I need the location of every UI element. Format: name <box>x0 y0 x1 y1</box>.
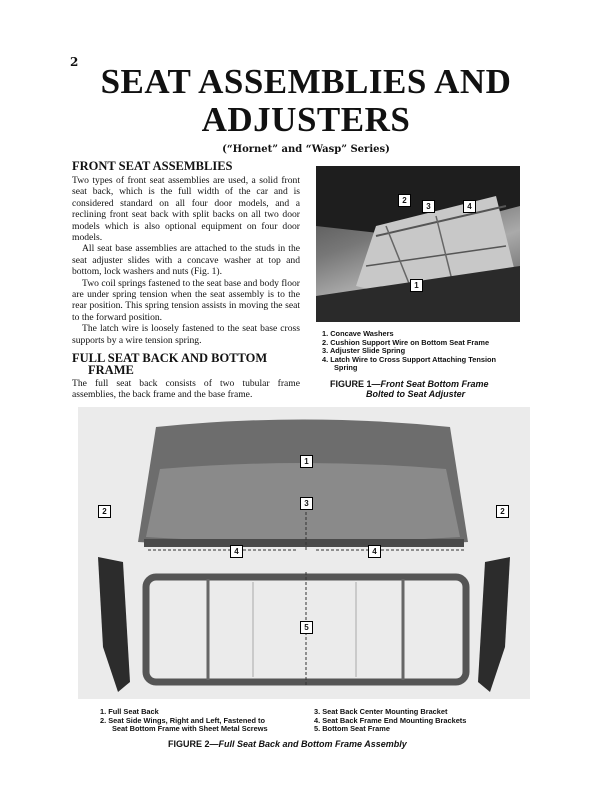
legend-item: 3. Adjuster Slide Spring <box>322 346 406 356</box>
paragraph: The latch wire is loosely fastened to the seat base cross supports by a wire tension spring. <box>72 323 300 346</box>
figure-2-caption-text: Full Seat Back and Bottom Frame Assembly <box>218 739 407 749</box>
figure-2-callout: 3 <box>300 497 313 510</box>
page-subtitle: (“Hornet” and “Wasp” Series) <box>222 144 390 155</box>
figure-2-illustration <box>78 407 530 699</box>
figure-1-caption-label: FIGURE 1— <box>330 379 381 389</box>
legend-item: 2. Seat Side Wings, Right and Left, Fastened to <box>100 715 266 725</box>
figure-2-photo <box>78 407 530 699</box>
legend-item: Spring <box>334 363 358 373</box>
page-title-line-2: ADJUSTERS <box>201 100 411 139</box>
page-number: 2 <box>70 55 79 69</box>
legend-item: 1. Full Seat Back <box>100 707 159 716</box>
figure-2-caption-label: FIGURE 2— <box>168 739 219 749</box>
legend-item: Seat Bottom Frame with Sheet Metal Screws <box>112 724 268 734</box>
figure-1-callout: 4 <box>463 200 476 213</box>
figure-1-legend <box>322 330 496 373</box>
page-title-line-1: SEAT ASSEMBLIES AND <box>100 62 512 101</box>
legend-item: 4. Seat Back Frame End Mounting Brackets <box>314 715 467 725</box>
section-heading-front-seat: FRONT SEAT ASSEMBLIES <box>72 159 233 173</box>
figure-1-callout: 2 <box>398 194 411 207</box>
figure-2-callout: 4 <box>230 545 243 558</box>
legend-item: 3. Seat Back Center Mounting Bracket <box>314 707 448 716</box>
legend-item: 5. Bottom Seat Frame <box>314 724 390 734</box>
paragraph: The full seat back consists of two tubular frame assemblies, the back frame and the base frame. <box>72 378 300 401</box>
figure-2-legend-left <box>100 708 268 734</box>
figure-2-caption <box>168 739 407 749</box>
figure-2-callout: 2 <box>98 505 111 518</box>
legend-item: 4. Latch Wire to Cross Support Attaching Tension <box>322 354 497 364</box>
figure-1-caption-text: Front Seat Bottom Frame <box>380 379 489 389</box>
legend-item: 1. Concave Washers <box>322 329 394 338</box>
figure-2-callout: 4 <box>368 545 381 558</box>
section-body-full-seat-back <box>72 378 300 401</box>
figure-2-callout: 1 <box>300 455 313 468</box>
figure-2-legend-right <box>314 708 466 734</box>
legend-item: 2. Cushion Support Wire on Bottom Seat Frame <box>322 337 490 347</box>
paragraph: Two coil springs fastened to the seat base and body floor are under spring tension when the seat assembly is to the rear position. This spring tension assists in moving the seat to the forward position. <box>72 277 300 323</box>
figure-2-callout: 5 <box>300 621 313 634</box>
figure-1-illustration <box>316 166 520 322</box>
figure-1-callout: 3 <box>422 200 435 213</box>
paragraph: Two types of front seat assemblies are used, a solid front seat back, which is the full width of the car and is considered standard on all four door models, and a reclining front seat back with split backs on all two door models which is also optional equipment on four door models. <box>72 175 300 244</box>
paragraph: All seat base assemblies are attached to the studs in the seat adjuster slides with a concave washer at top and bottom, lock washers and nuts (Fig. 1). <box>72 243 300 278</box>
figure-1-photo <box>316 166 520 322</box>
figure-1-caption-line-2: Bolted to Seat Adjuster <box>366 389 466 399</box>
figure-2-callout: 2 <box>496 505 509 518</box>
section-heading-full-seat-back-line-2: FRAME <box>88 363 134 377</box>
figure-1-callout: 1 <box>410 279 423 292</box>
section-heading-full-seat-back-line-1: FULL SEAT BACK AND BOTTOM <box>72 351 268 365</box>
figure-1-caption <box>330 379 489 389</box>
section-body-front-seat <box>72 175 300 346</box>
